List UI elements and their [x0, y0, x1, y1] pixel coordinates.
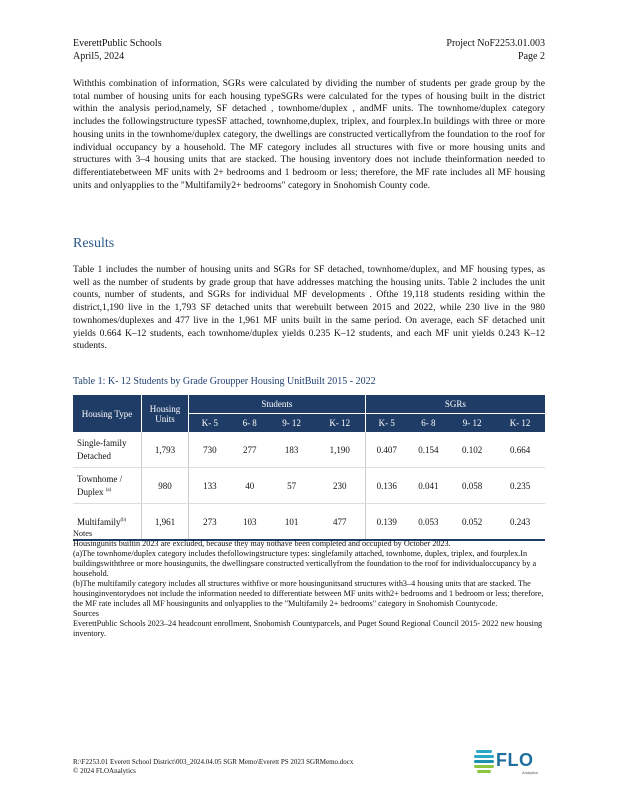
grade-header: 9- 12 [449, 414, 495, 433]
col-housing-units: Housing Units [142, 395, 189, 432]
cell-value: 0.407 [365, 432, 407, 468]
cell-value: 0.136 [365, 468, 407, 504]
row-units: 1,793 [142, 432, 189, 468]
grade-header: 6- 8 [408, 414, 449, 433]
table-row [73, 432, 545, 468]
cell-value: 0.058 [449, 468, 495, 504]
memo-date: April5, 2024 [73, 51, 125, 62]
table-notes [73, 529, 545, 639]
results-heading: Results [73, 236, 115, 251]
header-right [446, 37, 545, 63]
cell-value: 0.154 [408, 432, 449, 468]
cell-value: 730 [189, 432, 231, 468]
cell-value: 0.041 [408, 468, 449, 504]
logo-tagline: Analytics [522, 770, 539, 775]
group-students: Students [189, 395, 366, 414]
cell-value: 230 [315, 468, 366, 504]
cell-value: 101 [269, 504, 315, 541]
note-general: Housingunits builtin 2023 are excluded, because they may nothave been completed and occupied by October 2023. [73, 539, 451, 548]
col-housing-type: Housing Type [73, 395, 142, 432]
cell-value: 40 [231, 468, 269, 504]
cell-value: 277 [231, 432, 269, 468]
note-a: (a)The townhome/duplex category includes thefollowingstructure types: singlefamily attached, townhome, duplex, triplex, and fourplex.In buildingswiththree or more housingunits, the dwellingsare constructed verticallyfrom the foundation to the roof for individualoccupancy by a household. [73, 549, 537, 578]
cell-value: 1,190 [315, 432, 366, 468]
cell-value: 0.139 [365, 504, 407, 541]
results-paragraph: Table 1 includes the number of housing units and SGRs for SF detached, townhome/duplex, and MF housing types, as well as the number of students by grade group that have addresses matching the housing units. Table 2 includes the unit counts, number of students, and SGRs for individual MF developments . Ofthe 19,118 students residing within the district,1,190 live in the 1,793 SF detached units that werebuilt between 2015 and 2022, while 230 live in the 980 townhomes/duplexes and 477 live in the 1,961 MF units built in the same period. On average, each SF detached unit yields 0.664 K–12 students, each townhome/duplex yields 0.235 K–12 students, and each MF unit yields 0.243 K–12 students. [73, 264, 545, 352]
row-type: Townhome / Duplex $^{(a)}$ [73, 468, 142, 504]
page-footer [73, 758, 353, 776]
sgr-table [73, 395, 545, 541]
intro-paragraph: Withthis combination of information, SGRs were calculated by dividing the number of students per grade group by the total number of housing units for each housing typeSGRs were calculated for the types of housing built in the district within the analysis period,namely, SF detached , townhome/duplex , andMF units. The townhome/duplex category includes the followingstructure typesSF attached, townhome,duplex, triplex, and fourplex.In buildings with three or more housing units in the townhome/duplex category, the dwellings are constructed verticallyfrom the foundation to the roof for individual occupancy by a household. The MF category includes all structures with five or more housing units and structures with 3–4 housing units that are stacked. The housing inventory does not include theinformation needed to differentiatebetween MF units with 2+ bedrooms and 1 bedroom or less; therefore, the MF rate includes all MF housing units and onlyapplies to the "Multifamily2+ bedrooms" category in Snohomish County code. [73, 78, 545, 191]
page-number: Page 2 [518, 51, 545, 62]
cell-value: 183 [269, 432, 315, 468]
cell-value: 0.053 [408, 504, 449, 541]
file-path: R:\F2253.01 Everett School District\003_2024.04.05 SGR Memo\Everett PS 2023 SGRMemo.docx [73, 758, 354, 766]
sources-text: EverettPublic Schools 2023–24 headcount enrollment, Snohomish Countyparcels, and Puget Sound Regional Council 2015- 2022 new housing inventory. [73, 619, 543, 638]
flo-logo [474, 748, 554, 778]
page-header [73, 37, 545, 63]
cell-value: 103 [231, 504, 269, 541]
cell-value: 133 [189, 468, 231, 504]
grade-header: K- 12 [495, 414, 545, 433]
cell-value: 0.052 [449, 504, 495, 541]
copyright: © 2024 FLOAnalytics [73, 767, 136, 775]
cell-value: 0.102 [449, 432, 495, 468]
row-type: Multifamily$^{(b)}$ [73, 504, 142, 541]
group-sgrs: SGRs [365, 395, 545, 414]
cell-value: 477 [315, 504, 366, 541]
cell-value: 0.235 [495, 468, 545, 504]
cell-value: 273 [189, 504, 231, 541]
cell-value: 0.243 [495, 504, 545, 541]
cell-value: 57 [269, 468, 315, 504]
grade-header: 9- 12 [269, 414, 315, 433]
notes-heading: Notes [73, 529, 93, 538]
logo-wordmark: FLO [496, 750, 534, 770]
table-row [73, 468, 545, 504]
flo-logo-mark-icon [474, 748, 494, 774]
org-name: EverettPublic Schools [73, 38, 162, 49]
grade-header: K- 5 [365, 414, 407, 433]
row-units: 980 [142, 468, 189, 504]
sources-heading: Sources [73, 609, 99, 618]
table-caption: Table 1: K- 12 Students by Grade Groupper Housing UnitBuilt 2015 - 2022 [73, 376, 376, 387]
grade-header: K- 5 [189, 414, 231, 433]
cell-value: 0.664 [495, 432, 545, 468]
project-number: Project NoF2253.01.003 [446, 38, 545, 49]
grade-header: K- 12 [315, 414, 366, 433]
grade-header: 6- 8 [231, 414, 269, 433]
row-units: 1,961 [142, 504, 189, 541]
note-b: (b)The multifamily category includes all structures withfive or more housingunitsand structures with3–4 housing units that are stacked. The housinginventorydoes not include the information needed to differentiate between MF units with2+ bedrooms and 1 bedroom or less; therefore, the MF rate includes all MF housingunits and onlyapplies to the "Multifamily 2+ bedrooms" category in Snohomish Countycode. [73, 579, 544, 608]
row-type: Single-family Detached [73, 432, 142, 468]
